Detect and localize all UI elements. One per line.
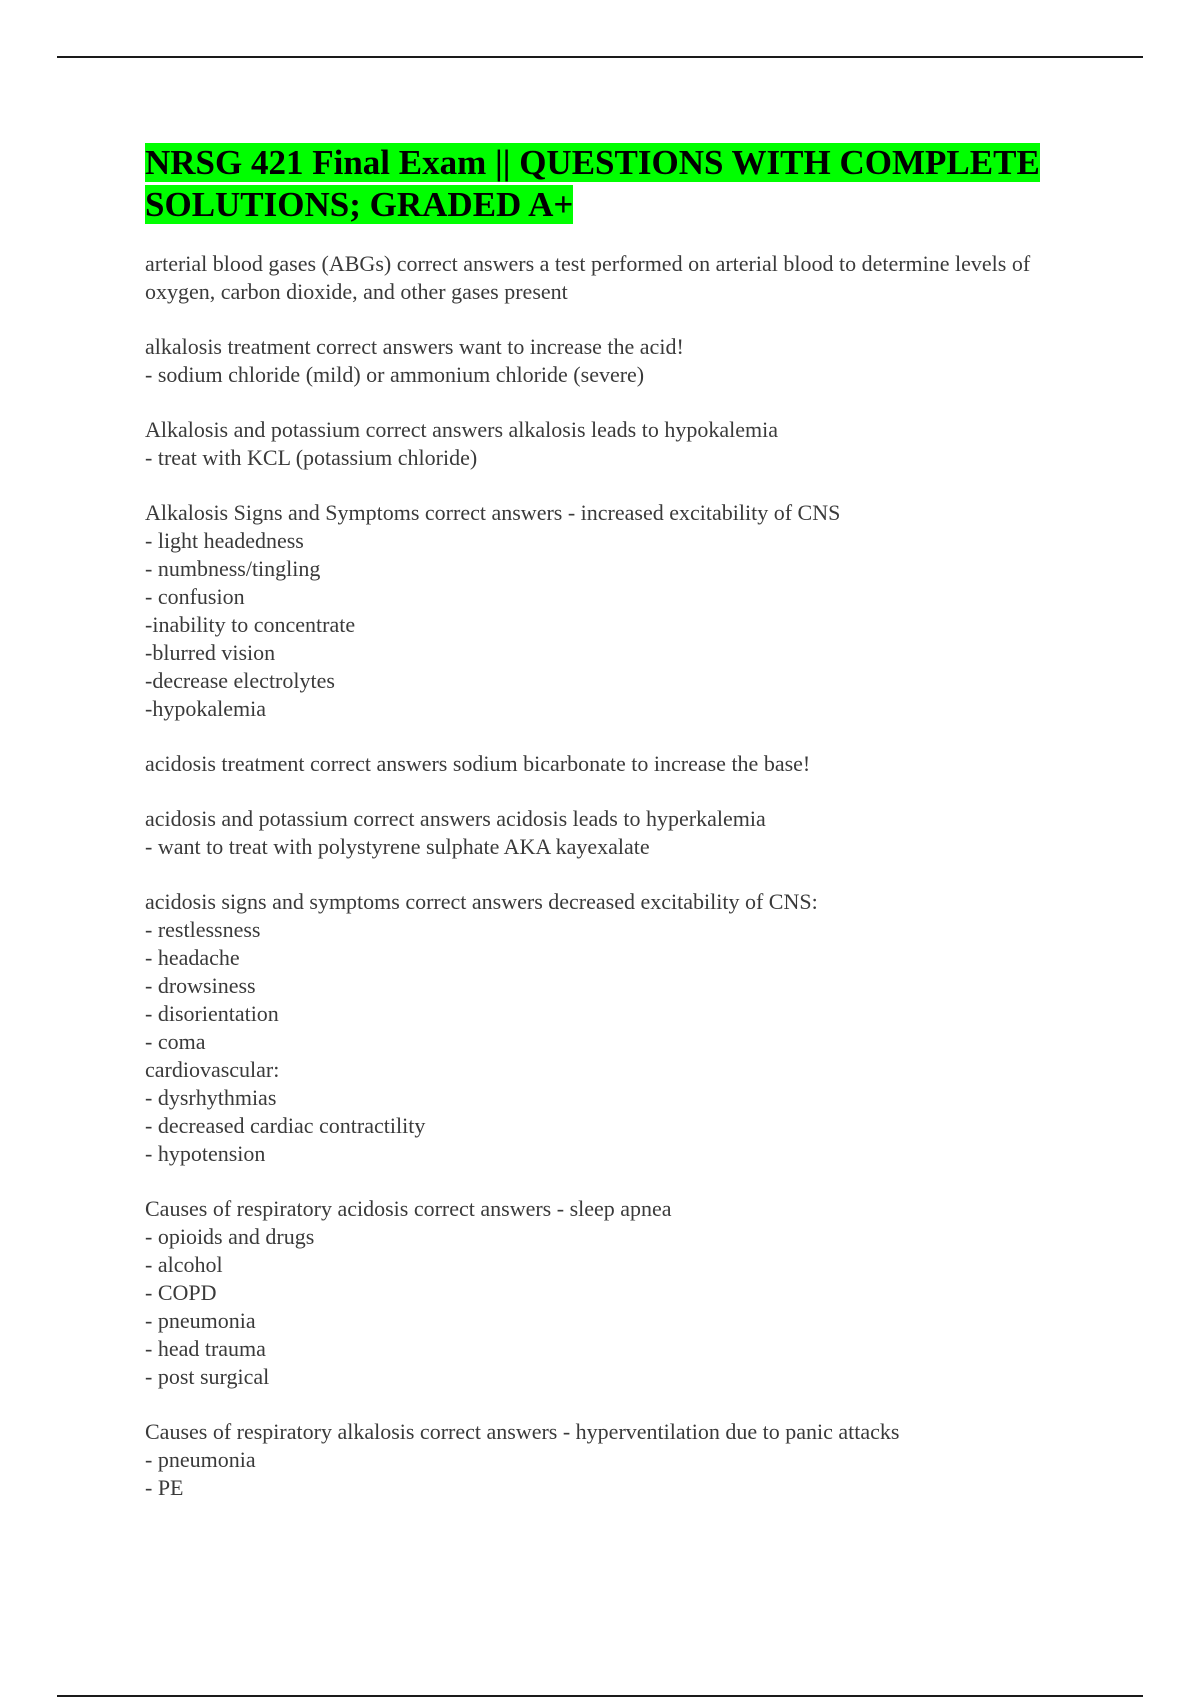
- title-highlight: NRSG 421 Final Exam || QUESTIONS WITH COMPLETE SOLUTIONS; GRADED A+: [145, 143, 1040, 224]
- entry-alkalosis-treatment: alkalosis treatment correct answers want to increase the acid! - sodium chloride (mild) or ammonium chloride (severe): [145, 334, 684, 387]
- top-rule: [57, 56, 1143, 58]
- entry-acidosis-signs: acidosis signs and symptoms correct answers decreased excitability of CNS: - restlessness - headache - drowsiness - disorientation - coma cardiovascular: - dysrhythmias - decreased cardiac contractility - hypotension: [145, 889, 818, 1166]
- entry-alkalosis-potassium: Alkalosis and potassium correct answers alkalosis leads to hypokalemia - treat with KCL (potassium chloride): [145, 417, 778, 470]
- bottom-rule: [57, 1695, 1143, 1697]
- entry-acidosis-treatment: acidosis treatment correct answers sodium bicarbonate to increase the base!: [145, 751, 811, 776]
- entry-respiratory-acidosis-causes: Causes of respiratory acidosis correct answers - sleep apnea - opioids and drugs - alcohol - COPD - pneumonia - head trauma - post surgical: [145, 1196, 672, 1389]
- document-body: [145, 142, 1075, 1529]
- entry-alkalosis-signs: Alkalosis Signs and Symptoms correct answers - increased excitability of CNS - light headedness - numbness/tingling - confusion -inability to concentrate -blurred vision -decrease electrolytes -hypokalemia: [145, 500, 841, 721]
- entry-respiratory-alkalosis-causes: Causes of respiratory alkalosis correct answers - hyperventilation due to panic attacks - pneumonia - PE: [145, 1419, 900, 1500]
- entry-acidosis-potassium: acidosis and potassium correct answers acidosis leads to hyperkalemia - want to treat with polystyrene sulphate AKA kayexalate: [145, 806, 766, 859]
- entry-arterial-blood-gases: arterial blood gases (ABGs) correct answers a test performed on arterial blood to determine levels of oxygen, carbon dioxide, and other gases present: [145, 251, 1031, 304]
- document-title: [145, 142, 1075, 226]
